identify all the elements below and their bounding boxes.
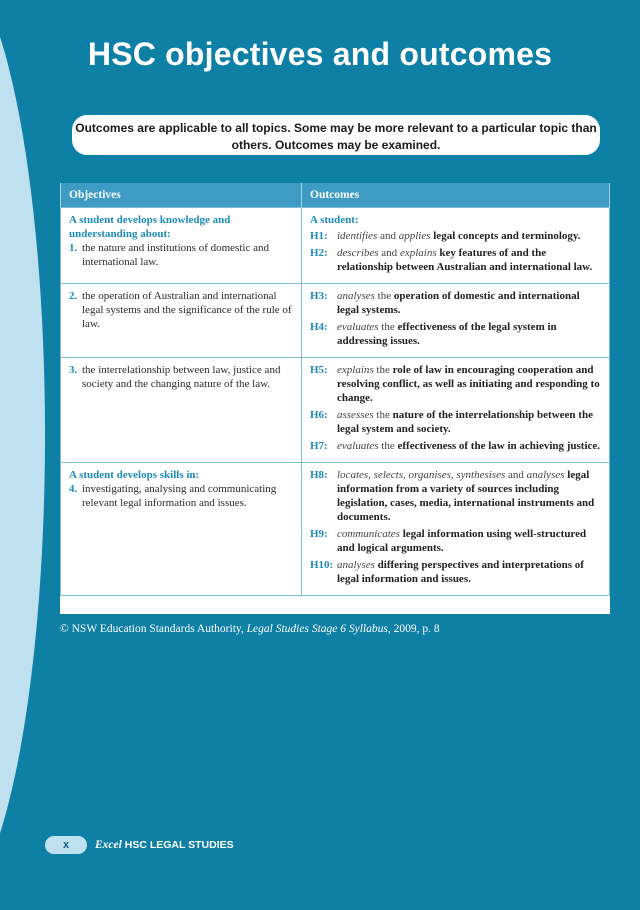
outcome-cell [302,358,610,463]
outcome-item [310,289,601,317]
citation [60,623,440,635]
page-title: HSC objectives and outcomes [87,36,553,72]
header-objectives: Objectives [61,183,302,208]
outcome-code: H7: [310,440,328,452]
table-row [61,463,610,596]
outcome-bold-text: operation of domestic and international legal systems. [337,290,580,316]
outcome-bold-text: effectiveness of the legal system in addressing issues. [337,321,557,347]
verb-italic: analyses [337,290,375,302]
connector-text: the [378,321,398,333]
outcome-text [337,527,601,555]
outcome-lead: A student: [310,214,359,226]
objective-number: 2. [69,290,78,302]
objective-lead: A student develops knowledge and understanding about: [69,214,231,240]
outcome-text [337,246,601,274]
connector-text: and [378,247,400,259]
outcome-text [337,468,601,524]
outcome-bold-text: legal concepts and terminology. [430,230,581,242]
objective-text: the nature and institutions of domestic and international law. [82,242,269,268]
outcome-code: H1: [310,230,328,242]
objective-item [69,363,293,391]
verb-italic: describes [337,247,379,259]
outcome-bold-text: nature of the interrelationship between the legal system and society. [337,409,593,435]
outcome-code: H10: [310,559,334,571]
outcome-item [310,363,601,405]
outcome-text [337,320,601,348]
outcome-text [337,229,581,243]
outcome-bold-text: legal information from a variety of sources including legislation, cases, media, international instruments and documents. [337,469,595,523]
outcome-text [337,363,601,405]
verb-italic: explains [399,247,437,259]
outcome-item [310,558,601,586]
outcome-item [310,468,601,524]
outcome-code: H6: [310,409,328,421]
citation-title: Legal Studies Stage 6 Syllabus [246,623,388,635]
outcome-code: H4: [310,321,328,333]
objective-number: 3. [69,364,78,376]
table-row [61,284,610,358]
outcome-item [310,527,601,555]
outcome-item [310,320,601,348]
connector-text: and [505,469,527,481]
outcome-code: H2: [310,247,328,259]
outcome-bold-text: effectiveness of the law in achieving justice. [397,440,601,452]
decorative-side-band [0,0,45,910]
objective-text: investigating, analysing and communicating relevant legal information and issues. [82,483,277,509]
citation-suffix: , 2009, p. 8 [387,623,440,635]
outcome-bold-text: differing perspectives and interpretations of legal information and issues. [337,559,584,585]
objective-lead: A student develops skills in: [69,469,200,481]
brand-italic: Excel [95,839,122,851]
verb-italic: explains [337,364,374,376]
outcome-code: H8: [310,469,328,481]
page-number: x [45,836,87,854]
objective-cell [61,208,302,284]
outcome-item [310,408,601,436]
objective-cell [61,358,302,463]
outcome-code: H3: [310,290,328,302]
table-header-row [61,183,610,208]
outcome-bold-text: key features of and the relationship between Australian and international law. [337,247,593,273]
verb-italic: evaluates [337,440,379,452]
objectives-outcomes-table [60,183,610,614]
header-outcomes: Outcomes [302,183,610,208]
outcome-text [337,439,600,453]
connector-text: the [374,290,394,302]
verb-italic: evaluates [337,321,379,333]
verb-italic: locates, selects, organises, synthesises [337,469,506,481]
outcome-item [310,229,601,243]
connector-text: the [378,440,398,452]
outcome-code: H9: [310,528,328,540]
verb-italic: analyses [337,559,375,571]
objective-item [69,289,293,331]
outcome-cell [302,284,610,358]
verb-italic: assesses [337,409,374,421]
outcome-code: H5: [310,364,328,376]
outcome-text [337,408,601,436]
book-brand [95,839,234,851]
verb-italic: communicates [337,528,400,540]
outcome-bold-text: legal information using well-structured and logical arguments. [337,528,587,554]
outcome-item [310,246,601,274]
objective-number: 1. [69,242,78,254]
outcome-text [337,558,601,586]
verb-italic: identifies [337,230,378,242]
verb-italic: applies [398,230,431,242]
objective-text: the operation of Australian and international legal systems and the significance of the rule of law. [82,290,292,330]
citation-prefix: © NSW Education Standards Authority, [60,623,247,635]
page-footer [45,836,234,854]
objective-cell [61,284,302,358]
objective-number: 4. [69,483,78,495]
outcome-cell [302,463,610,596]
connector-text: and [377,230,399,242]
verb-italic: analyses [526,469,565,481]
objective-text: the interrelationship between law, justice and society and the changing nature of the law. [82,364,281,390]
table-row [61,208,610,284]
objective-item [69,241,293,269]
table-row [61,358,610,463]
intro-note: Outcomes are applicable to all topics. Some may be more relevant to a particular topic than others. Outcomes may be examined. [72,115,600,155]
outcome-bold-text: role of law in encouraging cooperation and resolving conflict, as well as initiating and responding to change. [337,364,600,404]
brand-text: HSC LEGAL STUDIES [121,839,234,851]
connector-text: the [373,364,393,376]
objective-cell [61,463,302,596]
connector-text: the [373,409,393,421]
outcome-item [310,439,601,453]
outcome-text [337,289,601,317]
objective-item [69,482,293,510]
outcome-cell [302,208,610,284]
